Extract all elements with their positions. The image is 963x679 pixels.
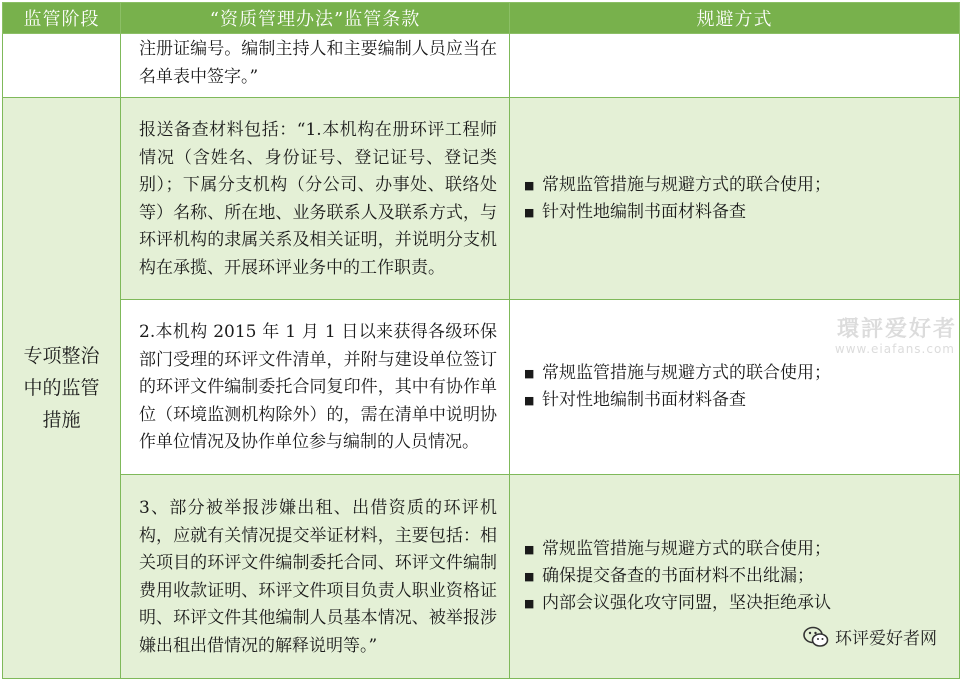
mode-cell-empty: [510, 34, 960, 98]
list-item: [524, 387, 949, 414]
header-row: [3, 3, 960, 34]
square-bullet-icon: ■: [524, 205, 535, 219]
clause-cell: 报送备查材料包括：“1.本机构在册环评工程师情况（含姓名、身份证号、登记证号、登记类别）；下属分支机构（分公司、办事处、联络处等）名称、所在地、业务联系人及联系方式，与环评机构的隶属关系及相关证明，并说明分支机构在承揽、开展环评业务中的工作职责。: [121, 98, 510, 300]
mode-list: [524, 536, 949, 617]
header-clause: “资质管理办法”监管条款: [121, 3, 510, 34]
clause-cell: 注册证编号。编制主持人和主要编制人员应当在名单表中签字。”: [121, 34, 510, 98]
clause-cell: 2.本机构 2015 年 1 月 1 日以来获得各级环保部门受理的环评文件清单，并附与建设单位签订的环评文件编制委托合同复印件，其中有协作单位（环境监测机构除外）的，需在清单中说明协作单位情况及协作单位参与编制的人员情况。: [121, 300, 510, 475]
mode-text: 常规监管措施与规避方式的联合使用；: [542, 363, 831, 383]
wechat-icon: [803, 626, 829, 648]
clause-cell: 3、部分被举报涉嫌出租、出借资质的环评机构，应就有关情况提交举证材料，主要包括：相关项目的环评文件编制委托合同、环评文件编制费用收款证明、环评文件项目负责人职业资格证明、环评文件其他编制人员基本情况、被举报涉嫌出租出借情况的解释说明等。”: [121, 475, 510, 679]
watermark-title: 環評爱好者: [836, 316, 957, 342]
square-bullet-icon: ■: [524, 367, 535, 380]
mode-list: [524, 172, 949, 226]
table-row: [3, 34, 960, 98]
square-bullet-icon: ■: [524, 570, 535, 583]
list-item: [524, 563, 949, 590]
table-row: [3, 98, 960, 300]
stage-label-line: 措施: [42, 409, 81, 431]
header-stage: 监管阶段: [3, 3, 121, 34]
wechat-badge: [803, 624, 937, 649]
mode-text: 针对性地编制书面材料备查: [542, 390, 746, 410]
mode-text: 常规监管措施与规避方式的联合使用；: [542, 539, 831, 559]
mode-text: 确保提交备查的书面材料不出纰漏；: [542, 566, 814, 586]
stage-label-line: 中的监管: [23, 377, 100, 399]
header-mode: 规避方式: [510, 3, 960, 34]
list-item: [524, 590, 949, 617]
list-item: [524, 199, 949, 226]
stage-label-line: 专项整治: [23, 345, 100, 367]
stage-cell-empty: [3, 34, 121, 98]
square-bullet-icon: ■: [524, 394, 535, 407]
wechat-label: 环评爱好者网: [835, 629, 937, 649]
list-item: [524, 172, 949, 199]
mode-text: 常规监管措施与规避方式的联合使用；: [542, 174, 831, 195]
square-bullet-icon: ■: [524, 597, 535, 610]
square-bullet-icon: ■: [524, 543, 535, 556]
mode-list: [524, 360, 949, 414]
table-row: [3, 300, 960, 475]
watermark-url: www.eiafans.com: [834, 342, 955, 356]
square-bullet-icon: ■: [524, 178, 535, 192]
list-item: [524, 360, 949, 387]
regulation-table: [2, 2, 960, 679]
stage-cell: [3, 98, 121, 679]
mode-cell: [510, 98, 960, 300]
list-item: [524, 536, 949, 563]
mode-text: 内部会议强化攻守同盟，坚决拒绝承认: [542, 593, 831, 613]
mode-text: 针对性地编制书面材料备查: [542, 201, 746, 222]
